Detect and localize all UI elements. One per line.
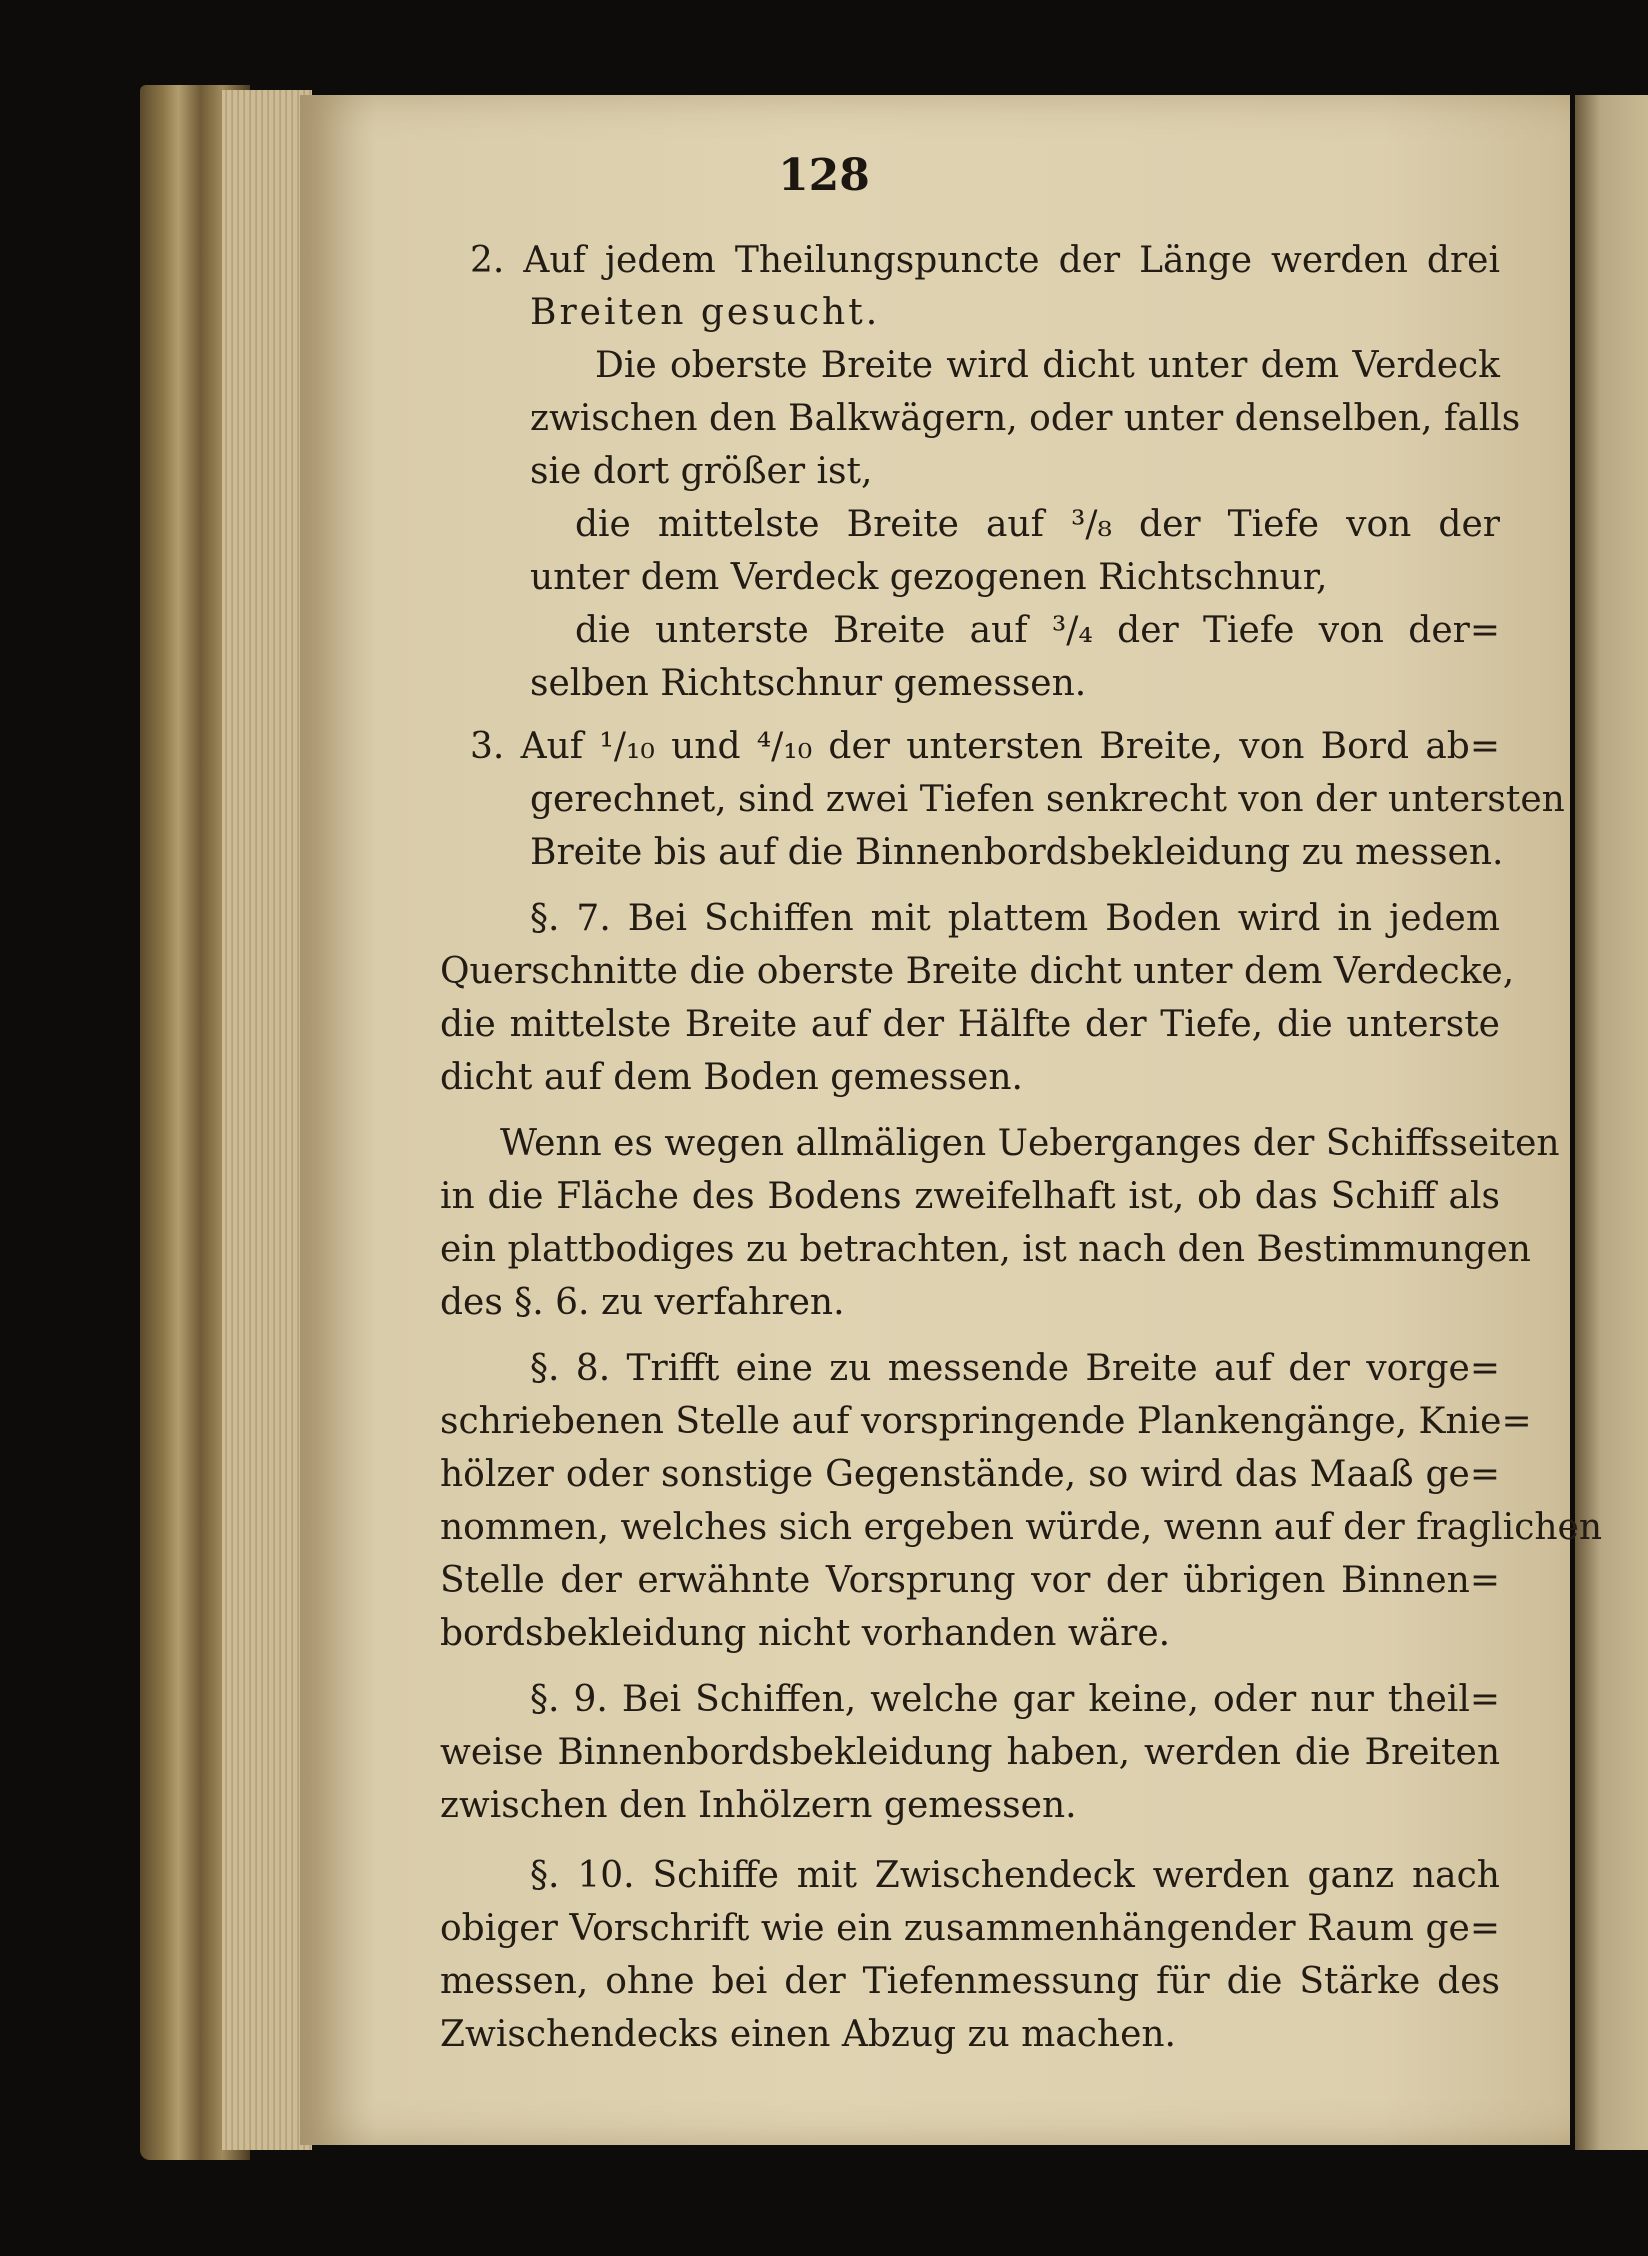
line-text: sie dort größer ist, <box>530 451 873 492</box>
text-line <box>440 951 1515 992</box>
text-line <box>530 292 880 333</box>
text-line <box>440 1401 1532 1442</box>
line-text: nommen, welches sich ergeben würde, wenn auf der fraglichen <box>440 1507 1603 1548</box>
line-text: bordsbekleidung nicht vorhanden wäre. <box>440 1613 1171 1654</box>
line-text: §. 9. Bei Schiffen, welche gar keine, oder nur theil= <box>530 1679 1500 1720</box>
line-text: die mittelste Breite auf ³/₈ der Tiefe von der <box>575 504 1500 545</box>
line-text: die mittelste Breite auf der Hälfte der Tiefe, die unterste <box>440 1004 1500 1045</box>
line-text: Auf ¹/₁₀ und ⁴/₁₀ der untersten Breite, von Bord ab= <box>520 726 1500 767</box>
text-line <box>440 1454 1500 1495</box>
text-line <box>440 1908 1500 1949</box>
page-number: 128 <box>778 150 870 201</box>
text-line <box>530 451 872 492</box>
text-line <box>530 1348 1500 1389</box>
line-text: hölzer oder sonstige Gegenstände, so wird das Maaß ge= <box>440 1454 1500 1495</box>
line-text: selben Richtschnur gemessen. <box>530 663 1087 704</box>
text-line <box>440 1732 1500 1773</box>
line-text: Querschnitte die oberste Breite dicht unter dem Verdecke, <box>440 951 1515 992</box>
line-text: schriebenen Stelle auf vorspringende Plankengänge, Knie= <box>440 1401 1532 1442</box>
text-line <box>530 557 1327 598</box>
text-line <box>470 726 1500 767</box>
next-page-edge <box>1575 95 1648 2150</box>
text-line <box>530 832 1504 873</box>
line-text: in die Fläche des Bodens zweifelhaft ist, ob das Schiff als <box>440 1176 1500 1217</box>
text-line <box>470 240 1500 281</box>
line-text: §. 8. Trifft eine zu messende Breite auf der vorge= <box>530 1348 1500 1389</box>
text-line <box>595 345 1500 386</box>
page-edges <box>222 90 312 2150</box>
line-text: Zwischendecks einen Abzug zu machen. <box>440 2014 1176 2055</box>
line-text: Stelle der erwähnte Vorsprung vor der übrigen Binnen= <box>440 1560 1500 1601</box>
text-line <box>440 1176 1500 1217</box>
line-text: §. 10. Schiffe mit Zwischendeck werden ganz nach <box>530 1855 1500 1896</box>
text-line <box>440 1507 1603 1548</box>
line-text: zwischen den Balkwägern, oder unter denselben, falls <box>530 398 1521 439</box>
text-line <box>575 610 1500 651</box>
line-text: Breiten gesucht. <box>530 292 881 333</box>
text-line <box>530 1679 1500 1720</box>
item-number: 2. <box>470 240 505 281</box>
text-line <box>440 1282 845 1323</box>
text-line <box>530 1855 1500 1896</box>
text-line <box>530 779 1565 820</box>
text-line <box>500 1123 1560 1164</box>
text-line <box>440 1613 1170 1654</box>
line-text: ein plattbodiges zu betrachten, ist nach den Bestimmungen <box>440 1229 1531 1270</box>
line-text: des §. 6. zu verfahren. <box>440 1282 845 1323</box>
text-line <box>575 504 1500 545</box>
line-text: die unterste Breite auf ³/₄ der Tiefe von der= <box>575 610 1500 651</box>
text-line <box>440 2014 1176 2055</box>
line-text: zwischen den Inhölzern gemessen. <box>440 1785 1077 1826</box>
line-text: unter dem Verdeck gezogenen Richtschnur, <box>530 557 1328 598</box>
text-line <box>530 663 1086 704</box>
line-text: dicht auf dem Boden gemessen. <box>440 1057 1023 1098</box>
line-text: Auf jedem Theilungspuncte der Länge werden drei <box>523 240 1500 281</box>
text-line <box>530 898 1500 939</box>
line-text: obiger Vorschrift wie ein zusammenhängender Raum ge= <box>440 1908 1500 1949</box>
line-text: messen, ohne bei der Tiefenmessung für die Stärke des <box>440 1961 1500 2002</box>
item-number: 3. <box>470 726 505 767</box>
line-text: gerechnet, sind zwei Tiefen senkrecht von der untersten <box>530 779 1565 820</box>
text-line <box>530 398 1521 439</box>
text-line <box>440 1961 1500 2002</box>
text-line <box>440 1057 1023 1098</box>
line-text: Die oberste Breite wird dicht unter dem Verdeck <box>595 345 1500 386</box>
line-text: weise Binnenbordsbekleidung haben, werden die Breiten <box>440 1732 1500 1773</box>
text-line <box>440 1560 1500 1601</box>
line-text: Wenn es wegen allmäligen Ueberganges der Schiffsseiten <box>500 1123 1560 1164</box>
line-text: Breite bis auf die Binnenbordsbekleidung zu messen. <box>530 832 1504 873</box>
line-text: §. 7. Bei Schiffen mit plattem Boden wird in jedem <box>530 898 1500 939</box>
text-line <box>440 1785 1077 1826</box>
text-line <box>440 1004 1500 1045</box>
text-line <box>440 1229 1531 1270</box>
